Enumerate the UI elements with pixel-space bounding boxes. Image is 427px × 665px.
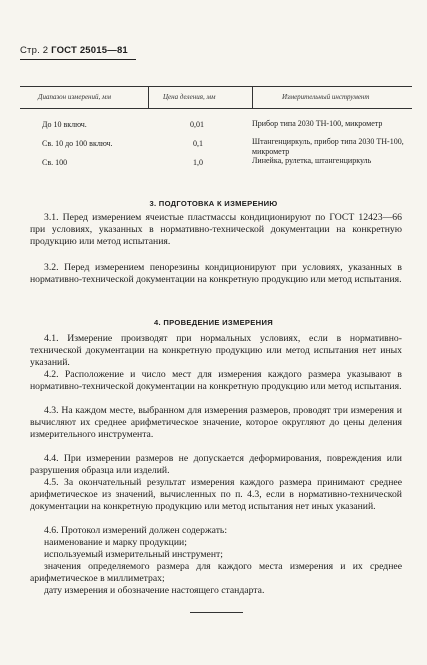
page-number: Стр. 2 — [20, 45, 49, 56]
table-cell-instrument: Штангенциркуль, прибор типа 2030 ТН-100, микрометр — [252, 137, 404, 156]
paragraph-4-1: 4.1. Измерение производят при нормальных условиях, если в нормативно-технической документации на конкретную продукцию или метод испытания нет иных указаний. — [30, 333, 402, 369]
paragraph-4-2: 4.2. Расположение и число мест для измерения каждого размера указывают в нормативно-технической документации на конкретную продукцию или метод испытания. — [30, 369, 402, 393]
protocol-item-values: значения определяемого размера для каждого места измерения и их среднее арифметическое в миллиметрах; — [30, 561, 402, 585]
header-rule — [20, 59, 136, 60]
section-title-4: 4. ПРОВЕДЕНИЕ ИЗМЕРЕНИЯ — [154, 318, 273, 327]
paragraph-4-6: 4.6. Протокол измерений должен содержать: — [44, 525, 228, 536]
protocol-item: используемый измерительный инструмент; — [44, 549, 223, 560]
section-title-3: 3. ПОДГОТОВКА К ИЗМЕРЕНИЮ — [149, 199, 278, 208]
protocol-item: дату измерения и обозначение настоящего стандарта. — [44, 585, 265, 596]
running-head — [20, 45, 128, 56]
paragraph-4-5: 4.5. За окончательный результат измерения каждого размера принимают среднее арифметическое из значений, вычисленных по п. 4.3, если в нормативно-технической документации на конкретную продукцию или метод испытания нет иных указаний. — [30, 477, 402, 513]
table-col-divider — [252, 86, 253, 108]
table-cell-range: Св. 100 — [42, 158, 68, 167]
table-header-division: Цена деления, мм — [163, 93, 216, 101]
table-cell-instrument: Прибор типа 2030 ТН-100, микрометр — [252, 119, 383, 128]
standard-code: ГОСТ 25015—81 — [51, 45, 128, 56]
table-header-range: Диапазон измерений, мм — [38, 93, 111, 101]
paragraph-4-3: 4.3. На каждом месте, выбранном для измерения размеров, проводят три измерения и вычисляют их среднее арифметическое значение, которое округляют до цены деления измерительного инструмента. — [30, 405, 402, 441]
paragraph-3-1: 3.1. Перед измерением ячеистые пластмассы кондиционируют по ГОСТ 12423—66 при условиях, указанных в нормативно-технической документации на конкретную продукцию или метод испытания. — [30, 212, 402, 248]
paragraph-4-4: 4.4. При измерении размеров не допускается деформирования, повреждения или разрушения образца или изделий. — [30, 453, 402, 477]
protocol-item: наименование и марку продукции; — [44, 537, 187, 548]
table-col-divider — [148, 86, 149, 108]
table-cell-division: 0,1 — [193, 139, 203, 148]
paragraph-3-2: 3.2. Перед измерением пенорезины кондиционируют при условиях, указанных в нормативно-технической документации на конкретную продукцию или метод испытания. — [30, 262, 402, 286]
table-cell-instrument: Линейка, рулетка, штангенциркуль — [252, 156, 372, 165]
table-cell-division: 1,0 — [193, 158, 203, 167]
table-top-rule — [20, 86, 412, 87]
end-rule — [190, 612, 243, 613]
table-header-rule — [20, 108, 412, 109]
table-cell-division: 0,01 — [190, 120, 204, 129]
table-cell-range: Св. 10 до 100 включ. — [42, 139, 113, 148]
table-header-instrument: Измерительный инструмент — [282, 93, 370, 101]
table-cell-range: До 10 включ. — [42, 120, 87, 129]
